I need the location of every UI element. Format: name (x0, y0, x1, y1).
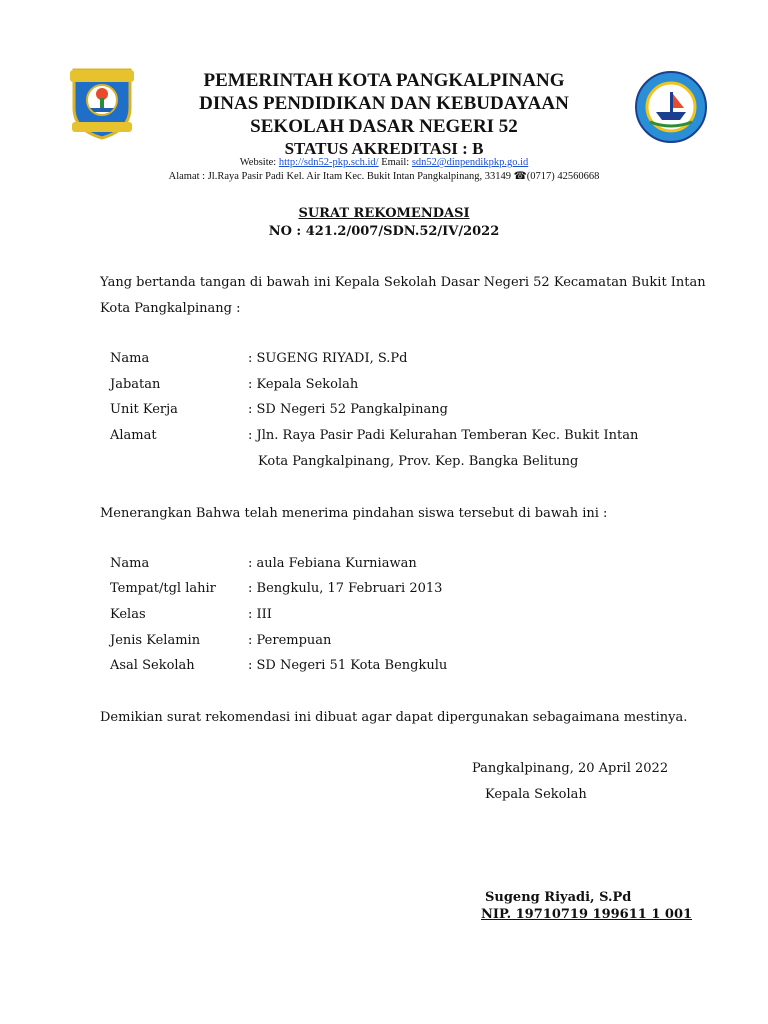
website-label: Website: (239, 157, 277, 168)
signer-position-value: : Kepala Sekolah (248, 377, 359, 392)
header-school-name: SEKOLAH DASAR NEGERI 52 (250, 116, 518, 137)
closing-text: Demikian surat rekomendasi ini dibuat agar dapat dipergunakan sebagaimana mestinya. (100, 710, 688, 725)
letter-number: NO : 421.2/007/SDN.52/IV/2022 (268, 224, 500, 239)
header-department: DINAS PENDIDIKAN DAN KEBUDAYAAN (199, 93, 569, 114)
student-gender-value: : Perempuan (248, 633, 332, 648)
email-label: Email: (381, 157, 410, 168)
signer-name-value: : SUGENG RIYADI, S.Pd (248, 351, 408, 366)
student-birth-value: : Bengkulu, 17 Februari 2013 (248, 581, 443, 596)
header-government: PEMERINTAH KOTA PANGKALPINANG (203, 70, 565, 91)
student-gender-label: Jenis Kelamin (110, 633, 201, 648)
signer-unit-label: Unit Kerja (110, 402, 178, 417)
signer-position-label: Jabatan (110, 377, 161, 392)
intro-line-1: Yang bertanda tangan di bawah ini Kepala Sekolah Dasar Negeri 52 Kecamatan Bukit Intan (100, 275, 706, 290)
email-link[interactable]: sdn52@dinpendikpkp.go.id (411, 157, 529, 168)
student-class-label: Kelas (110, 607, 146, 622)
website-link[interactable]: http://sdn52-pkp.sch.id/ (278, 157, 379, 168)
place-date: Pangkalpinang, 20 April 2022 (472, 761, 669, 776)
phone-number: (0717) 42560668 (526, 171, 600, 182)
student-birth-label: Tempat/tgl lahir (110, 581, 216, 596)
student-name-label: Nama (110, 556, 150, 571)
statement-text: Menerangkan Bahwa telah menerima pindahan siswa tersebut di bawah ini : (100, 506, 608, 521)
signer-address-value: : Jln. Raya Pasir Padi Kelurahan Temberan Kec. Bukit Intan (248, 428, 639, 443)
address-text: Alamat : Jl.Raya Pasir Padi Kel. Air Itam Kec. Bukit Intan Pangkalpinang, 33149 (168, 171, 511, 182)
signer-unit-value: : SD Negeri 52 Pangkalpinang (248, 402, 448, 417)
student-origin-value: : SD Negeri 51 Kota Bengkulu (248, 658, 448, 673)
signer-address-continued: Kota Pangkalpinang, Prov. Kep. Bangka Belitung (258, 454, 579, 469)
signer-title: Kepala Sekolah (485, 787, 587, 802)
phone-icon: ☎ (513, 171, 527, 182)
contact-line (0, 157, 768, 168)
student-class-value: : III (248, 607, 272, 622)
letter-title: SURAT REKOMENDASI (298, 206, 470, 221)
intro-line-2: Kota Pangkalpinang : (100, 301, 241, 316)
address-line (0, 170, 768, 182)
signer-address-label: Alamat (110, 428, 157, 443)
signer-printed-name: Sugeng Riyadi, S.Pd (485, 890, 632, 905)
signer-nip: NIP. 19710719 199611 1 001 (481, 907, 693, 922)
accreditation-status: STATUS AKREDITASI : B (284, 139, 484, 158)
signer-name-label: Nama (110, 351, 150, 366)
student-origin-label: Asal Sekolah (110, 658, 195, 673)
student-name-value: : aula Febiana Kurniawan (248, 556, 417, 571)
